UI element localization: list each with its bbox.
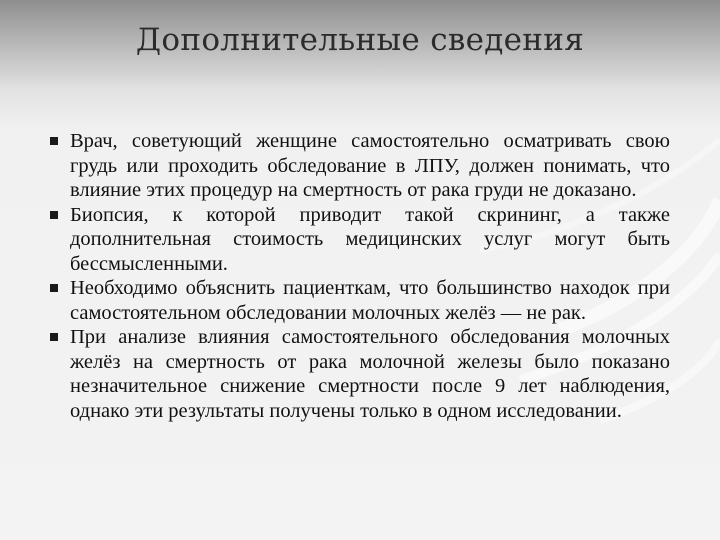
bullet-text: Биопсия, к которой приводит такой скрининг, а также дополнительная стоимость медицинских услуг могут быть бессмысленными. [70, 203, 670, 275]
square-bullet-icon [50, 333, 58, 341]
bullet-text: При анализе влияния самостоятельного обследования молочных желёз на смертность от рака молочной железы было показано незначительное снижение смертности после 9 лет наблюдения, однако эти результаты получены только в одном исследовании. [70, 326, 670, 422]
bullet-list [48, 129, 670, 423]
bullet-item [48, 203, 670, 277]
bullet-item [48, 325, 670, 423]
bullet-text: Необходимо объяснить пациенткам, что большинство находок при самостоятельном обследовании молочных желёз — не рак. [70, 277, 670, 324]
bullet-item [48, 129, 670, 203]
square-bullet-icon [50, 284, 58, 292]
square-bullet-icon [50, 137, 58, 145]
bullet-item [48, 276, 670, 325]
bullet-text: Врач, советующий женщине самостоятельно осматривать свою грудь или проходить обследование в ЛПУ, должен понимать, что влияние этих процедур на смертность от рака груди не доказано. [70, 130, 670, 201]
square-bullet-icon [50, 211, 58, 219]
slide-title: Дополнительные сведения [135, 22, 585, 58]
